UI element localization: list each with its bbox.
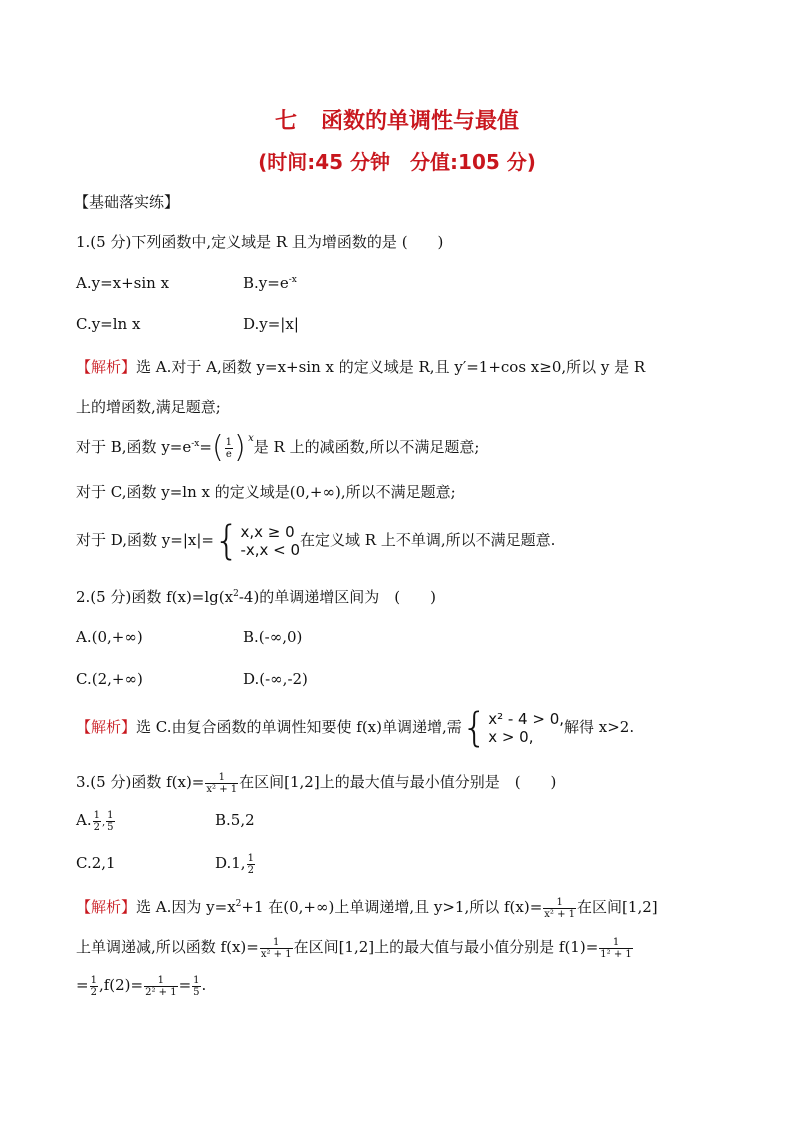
q1-option-b	[243, 273, 297, 293]
q1-option-a: A.y=x+sin x	[76, 274, 170, 292]
q1-solution-line-3	[76, 430, 479, 464]
q1-solution-text-1: 选 A.对于 A,函数 y=x+sin x 的定义域是 R,且 y′=1+cos x≥0,所以 y 是 R	[136, 358, 646, 376]
q1-sol3-fraction: $\frac{1}{e}$	[225, 436, 233, 460]
title-number: 七	[274, 109, 297, 134]
q1-option-b-exp: -x	[288, 275, 297, 285]
q1-sol5-cases: x,x ≥ 0 -x,x < 0	[240, 523, 301, 559]
solution-tag: 【解析】	[76, 358, 137, 376]
q3-solution-line-3: = $\frac{1}{2}$ ,f(2)= $\frac{1}{\text{2² + 1}}$ = $\frac{1}{5}$ .	[76, 974, 207, 998]
q1-solution-line-1	[76, 357, 645, 377]
q1-solution-line-2: 上的增函数,满足题意;	[76, 398, 221, 416]
page-title	[0, 104, 794, 135]
q1-stem: 1.(5 分)下列函数中,定义域是 R 且为增函数的是 ( )	[76, 233, 444, 251]
q2-option-a: A.(0,+∞)	[76, 628, 143, 646]
q1-option-d: D.y=|x|	[243, 315, 299, 333]
solution-tag: 【解析】	[76, 898, 137, 916]
q1-sol5-text-a: 对于 D,函数 y=|x|=	[76, 531, 214, 549]
q2-solution: 【解析】选 C.由复合函数的单调性知要使 f(x)单调递增,需{ x² - 4 > 0, x > 0, 解得 x>2.	[76, 705, 635, 751]
page-subtitle: (时间:45 分钟 分值:105 分)	[258, 150, 536, 174]
q2-option-d: D.(-∞,-2)	[243, 670, 308, 688]
q1-sol3-eq: =	[199, 438, 212, 456]
q3-solution-line-1: 【解析】选 A.因为 $y=x^2+1$ 在(0,+∞)上单调递增,且 y>1,所以 f(x)= $\frac{1}{\text{x² + 1}}$ 在区间[1,2]	[76, 896, 658, 920]
q2-option-b: B.(-∞,0)	[243, 628, 303, 646]
title-text: 函数的单调性与最值	[321, 109, 520, 134]
q1-sol5-text-b: 在定义域 R 上不单调,所以不满足题意.	[300, 531, 556, 549]
q1-sol3-power: ( $\frac{1}{e}$ ) x	[212, 430, 246, 464]
q3-option-b: B.5,2	[215, 811, 255, 829]
q2-sol-cases: x² - 4 > 0, x > 0,	[488, 710, 565, 746]
section-heading: 【基础落实练】	[74, 193, 180, 211]
q3-stem-fraction: $\frac{1}{\text{x² + 1}}$	[206, 771, 238, 795]
q2-option-c: C.(2,+∞)	[76, 670, 143, 688]
q3-solution-line-2: 上单调递减,所以函数 f(x)= $\frac{1}{\text{x² + 1}}$ 在区间[1,2]上的最大值与最小值分别是 f(1)= $\frac{1}{\text{1² + 1}}$	[76, 936, 632, 960]
q1-sol3-power-exp: x	[248, 433, 254, 444]
q3-stem: 3.(5 分)函数 f(x)= $\frac{1}{\text{x² + 1}}$ 在区间[1,2]上的最大值与最小值分别是 ( )	[76, 771, 557, 795]
q2-stem: 2.(5 分)函数 $f(x)=\lg(x^2-4)$的单调递增区间为 ( )	[76, 588, 436, 606]
q1-sol3-text-a: 对于 B,函数 y=e	[76, 438, 192, 456]
q1-option-b-text: B.y=e	[243, 274, 289, 292]
q3-option-a: A. $\frac{1}{2}$ , $\frac{1}{5}$	[76, 809, 114, 833]
solution-tag: 【解析】	[76, 718, 137, 736]
q1-sol3-exp: -x	[191, 439, 200, 449]
q1-solution-line-5: 对于 D,函数 y=|x|={ x,x ≥ 0 -x,x < 0 在定义域 R 上不单调,所以不满足题意.	[76, 518, 556, 564]
q3-option-c: C.2,1	[76, 854, 116, 872]
q3-option-d: D.1, $\frac{1}{2}$	[215, 852, 254, 876]
q1-sol3-text-c: 是 R 上的减函数,所以不满足题意;	[253, 438, 480, 456]
q1-option-c: C.y=ln x	[76, 315, 141, 333]
q1-solution-line-4: 对于 C,函数 y=ln x 的定义域是(0,+∞),所以不满足题意;	[76, 483, 456, 501]
